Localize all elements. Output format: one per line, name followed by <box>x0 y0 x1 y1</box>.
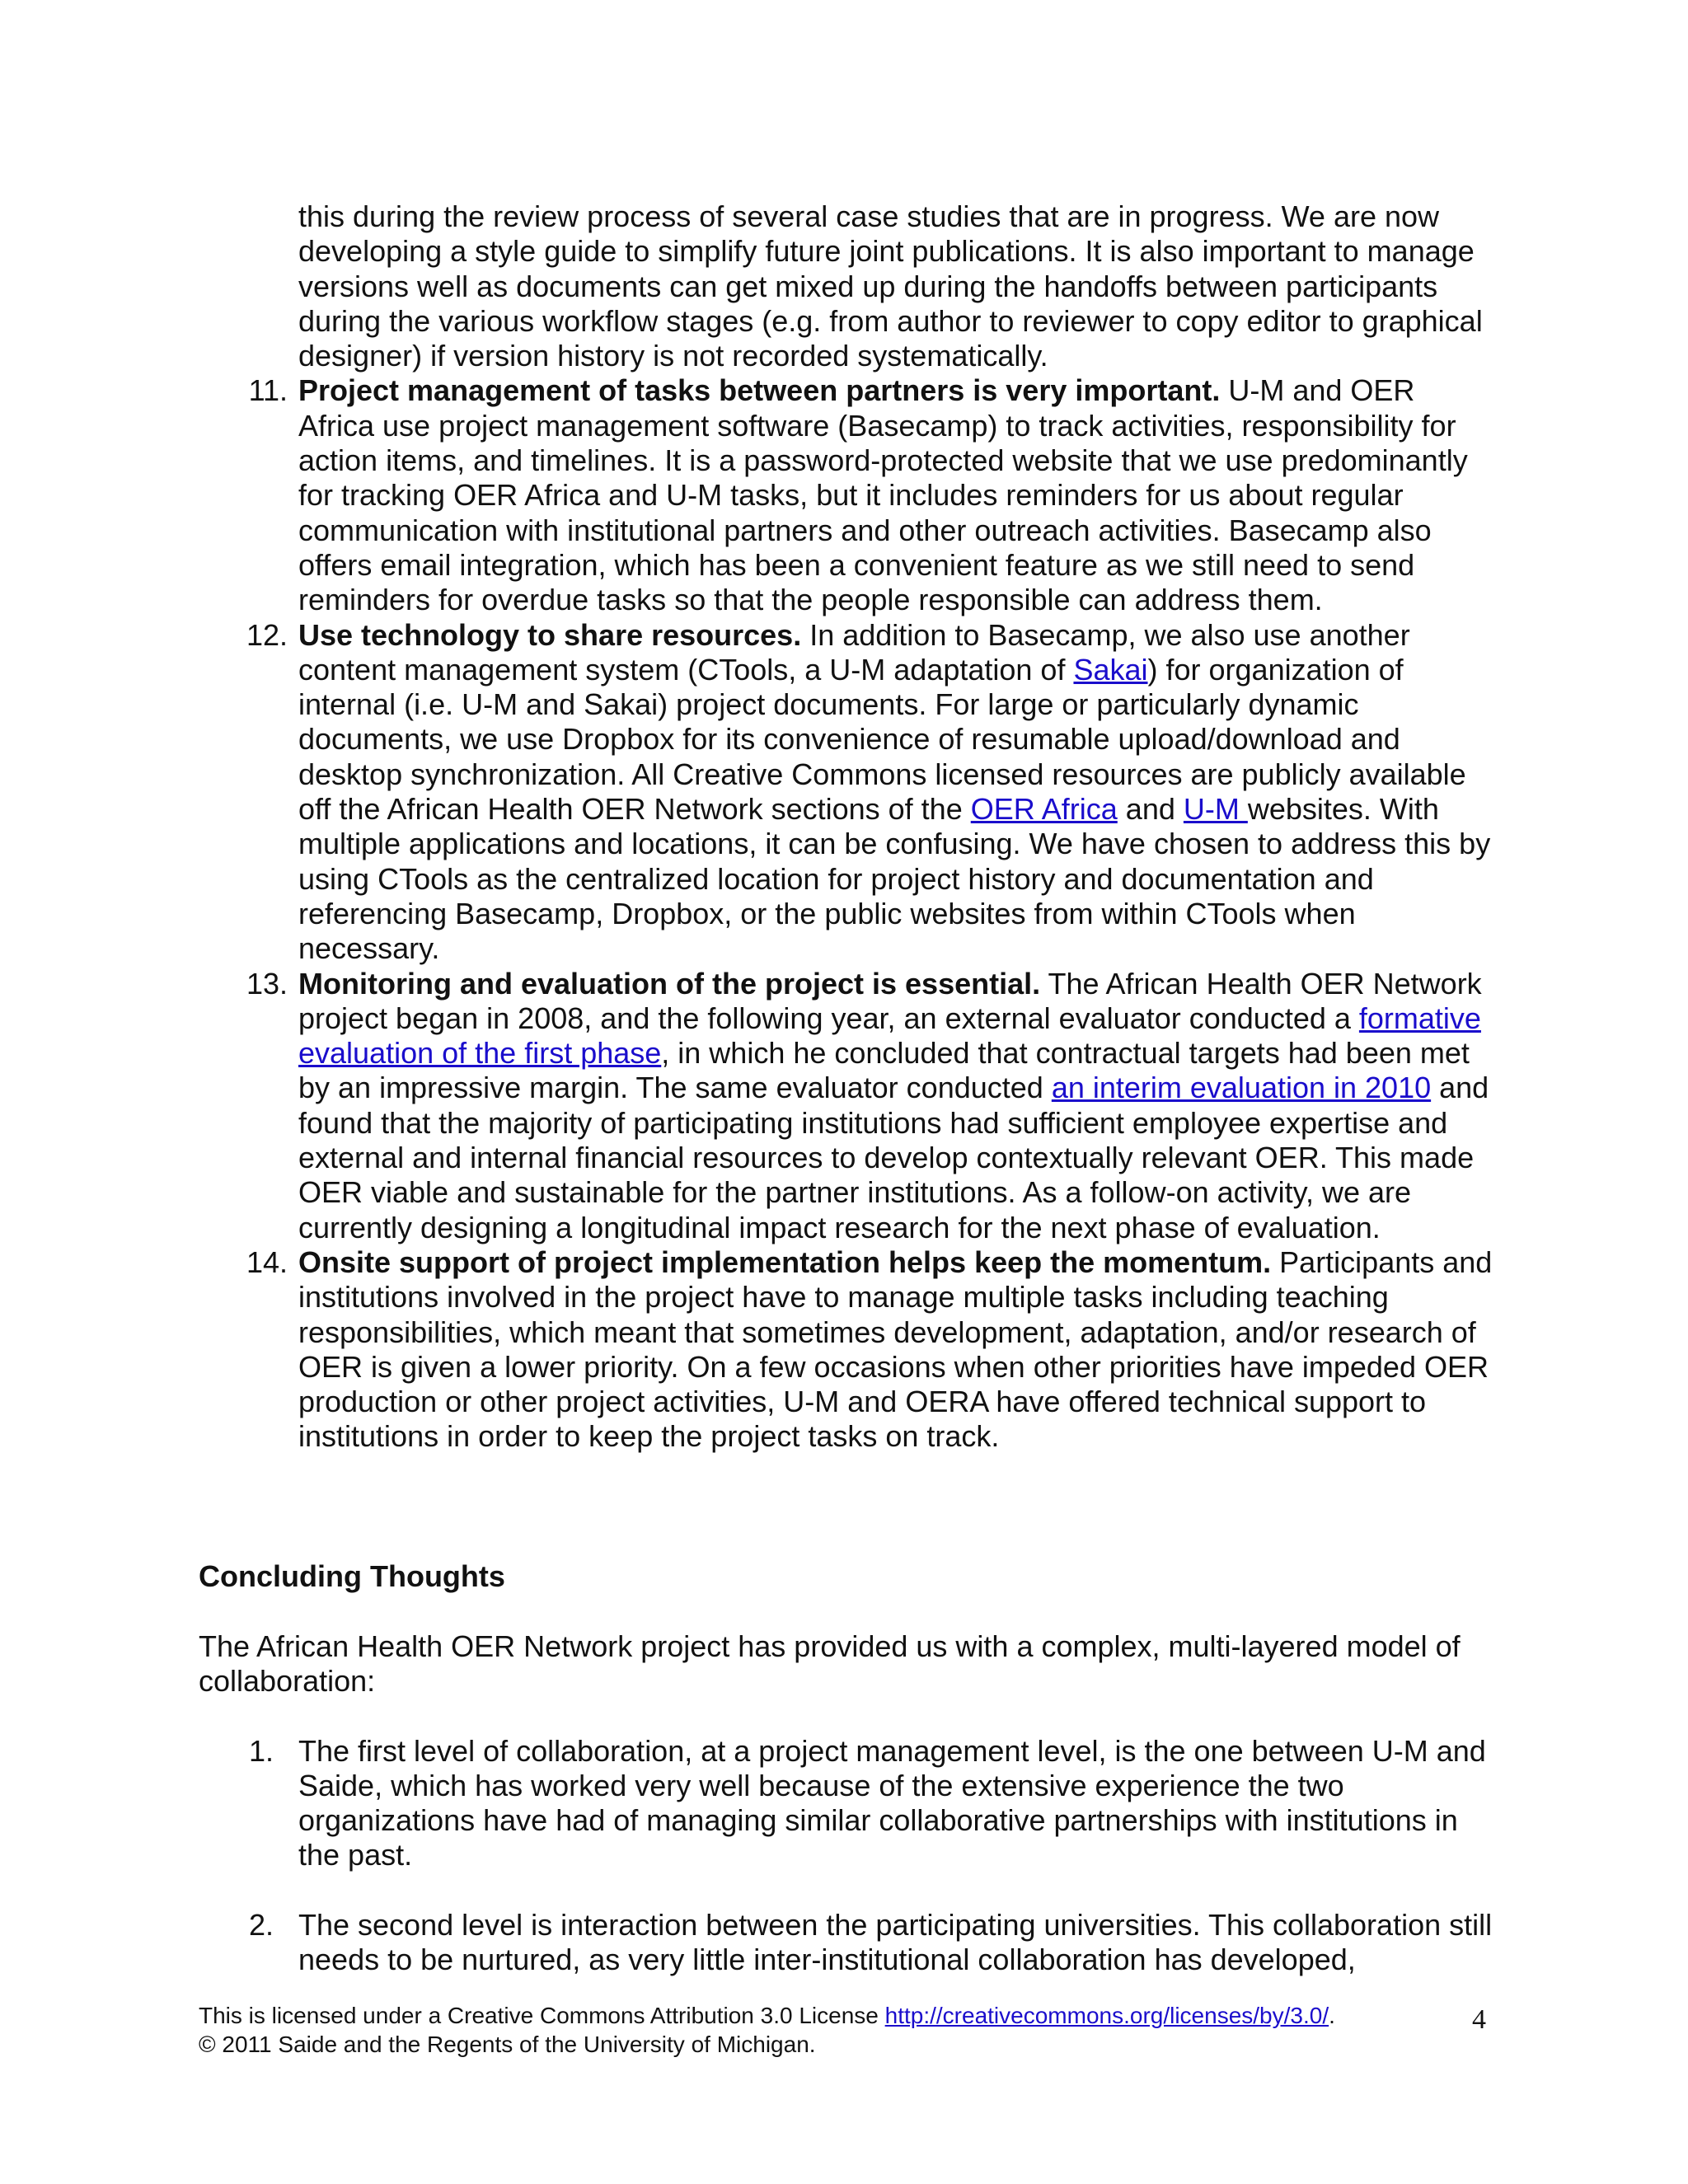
list-item-14 <box>199 1245 1493 1455</box>
item-11-title: Project management of tasks between partners is very important. <box>298 373 1221 408</box>
item-number: 12. <box>246 617 288 652</box>
item-number: 1. <box>248 1733 274 1768</box>
item-12-text-d: websites. With multiple applications and locations, it can be confusing. We have chosen to address this by using CTools as the centralized location for project history and documentation and referencing Basecamp, Dropbox, or the public websites from within CTools when necessary. <box>298 792 1491 966</box>
list-item-13 <box>199 967 1493 1245</box>
license-link[interactable]: http://creativecommons.org/licenses/by/3.0/ <box>884 2003 1329 2028</box>
item-12-title: Use technology to share resources. <box>298 617 802 652</box>
conclusion-item-2-text: The second level is interaction between the participating universities. This collaboration still needs to be nurtured, as very little inter-institutional collaboration has developed, <box>298 1907 1493 1977</box>
item-13-text-a: The African Health OER Network project began in 2008, and the following year, an external evaluator conducted a <box>298 966 1482 1035</box>
item-14-text: Participants and institutions involved in the project have to manage multiple tasks including teaching responsibilities, which meant that sometimes development, adaptation, and/or research of OER is given a lower priority. On a few occasions when other priorities have impeded OER production or other project activities, U-M and OERA have offered technical support to institutions in order to keep the project tasks on track. <box>298 1244 1493 1454</box>
item-number: 2. <box>248 1907 274 1942</box>
list-item-11 <box>199 373 1493 617</box>
conclusion-item-1 <box>199 1734 1493 1873</box>
page-number: 4 <box>1472 2004 1486 2035</box>
item-12-text-b: ) for organization of internal (i.e. U-M and Sakai) project documents. For large or particularly dynamic documents, we use Dropbox for its convenience of resumable upload/download and desktop synchronization. All Creative Commons licensed resources are publicly available off the African Health OER Network sections of the <box>298 652 1466 827</box>
item-12-text-c: and <box>1117 792 1184 827</box>
conclusion-item-2 <box>199 1908 1493 1978</box>
item-11-text: U-M and OER Africa use project management software (Basecamp) to track activities, responsibility for action items, and timelines. It is a password-protected website that we use predominantly for tracking OER Africa and U-M tasks, but it includes reminders for us about regular communication with institutional partners and other outreach activities. Basecamp also offers email integration, which has been a convenient feature as we still need to send reminders for overdue tasks so that the people responsible can address them. <box>298 373 1468 617</box>
section-heading: Concluding Thoughts <box>199 1559 505 1593</box>
lessons-list <box>199 199 1493 1455</box>
item-number: 14. <box>246 1244 288 1279</box>
conclusion-section <box>199 1629 1493 1977</box>
conclusion-list <box>199 1734 1493 1978</box>
item-10-text: this during the review process of several case studies that are in progress. We are now developing a style guide to simplify future joint publications. It is also important to manage versions well as documents can get mixed up during the handoffs between participants during the various workflow stages (e.g. from author to reviewer to copy editor to graphical designer) if version history is not recorded systematically. <box>298 199 1483 373</box>
item-number: 13. <box>246 966 288 1001</box>
item-number: 11. <box>248 373 288 408</box>
copyright: © 2011 Saide and the Regents of the University of Michigan. <box>199 2032 816 2057</box>
item-13-title: Monitoring and evaluation of the project is essential. <box>298 966 1041 1001</box>
conclusion-item-1-text: The first level of collaboration, at a project management level, is the one between U-M and Saide, which has worked very well because of the extensive experience the two organizations have had of managing similar collaborative partnerships with institutions in the past. <box>298 1733 1486 1872</box>
item-13-text-c: and found that the majority of participating institutions had sufficient employee expertise and external and internal financial resources to develop contextually relevant OER. This made OER viable and sustainable for the partner institutions. As a follow-on activity, we are currently designing a longitudinal impact research for the next phase of evaluation. <box>298 1071 1489 1244</box>
license-text: This is licensed under a Creative Commons Attribution 3.0 License <box>199 2003 885 2028</box>
list-item-10-continued <box>199 199 1493 373</box>
license-line <box>199 2001 1335 2030</box>
um-link[interactable]: U-M <box>1183 792 1248 827</box>
sakai-link[interactable]: Sakai <box>1073 652 1148 687</box>
item-13-text-b: , in which he concluded that contractual targets had been met by an impressive margin. The same evaluator conducted <box>298 1036 1470 1105</box>
license-end: . <box>1329 2003 1335 2028</box>
conclusion-intro: The African Health OER Network project has provided us with a complex, multi-layered model of collaboration: <box>199 1629 1461 1699</box>
item-12-text-a: In addition to Basecamp, we also use another content management system (CTools, a U-M adaptation of <box>298 617 1410 687</box>
item-14-title: Onsite support of project implementation helps keep the momentum. <box>298 1244 1272 1279</box>
list-item-12 <box>199 618 1493 967</box>
oer-africa-link[interactable]: OER Africa <box>970 792 1118 827</box>
interim-evaluation-link[interactable]: an interim evaluation in 2010 <box>1051 1071 1432 1105</box>
footer <box>199 2001 1335 2059</box>
formative-evaluation-link[interactable]: formative evaluation of the first phase <box>298 1001 1481 1071</box>
